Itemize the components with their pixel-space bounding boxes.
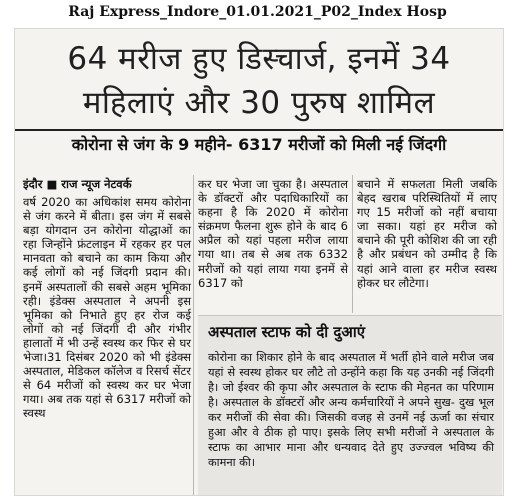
newspaper-clipping [14, 28, 504, 496]
article-column-2-text: कर घर भेजा जा चुका है। अस्पताल के डॉक्टरों और पदाधिकारियों का कहना है कि 2020 में कोरोना संक्रमण फैलना शुरू होने के बाद 6 अप्रैल को यहां पहला मरीज लाया गया था। तब से अब तक 6332 मरीजों को यहां लाया गया इनमें से 6317 को [198, 177, 348, 290]
byline: इंदौर ■ राज न्यूज नेटवर्क [23, 177, 132, 191]
article-column-2 [198, 177, 348, 290]
subheadline: कोरोना से जंग के 9 महीने- 6317 मरीजों को मिली नई जिंदगी [71, 135, 447, 154]
clipping-caption: Raj Express_Indore_01.01.2021_P02_Index Hosp [68, 4, 447, 20]
article-column-1 [23, 195, 191, 421]
article-column-3-text: बचाने में सफलता मिली जबकि बेहद खराब परिस्थितियों में लाए गए 15 मरीजों को नहीं बचाया जा सका। यहां हर मरीज को बचाने की पूरी कोशिश की जा रही है और प्रबंधन को उम्मीद है कि यहां आने वाला हर मरीज स्वस्थ होकर घर लौटेगा। [357, 177, 497, 290]
column-divider [193, 175, 194, 495]
article-column-3 [357, 177, 497, 290]
article-column-1-text: वर्ष 2020 का अधिकांश समय कोरोना से जंग करने में बीता। इस जंग में सबसे बड़ा योगदान उन कोरोना योद्धाओं का रहा जिन्होंने फ्रंटलाइन में रहकर हर पल मानवता को बचाने का काम किया और कई लोगों को नई जिंदगी प्रदान की। इनमें अस्पतालों की सबसे अहम भूमिका रही। इंडेक्स अस्पताल ने अपनी इस भूमिका को निभाते हुए हर रोज कई लोगों को नई जिंदगी दी और गंभीर हालातों में भी उन्हें स्वस्थ कर फिर से घर भेजा।31 दिसंबर 2020 को भी इंडेक्स अस्पताल, मेडिकल कॉलेज व रिसर्च सेंटर से 64 मरीजों को स्वस्थ कर घर भेजा गया। अब तक यहां से 6317 मरीजों को स्वस्थ [23, 195, 191, 421]
headline-rule [15, 129, 503, 131]
sidebar-box-body: कोरोना का शिकार होने के बाद अस्पताल में भर्ती होने वाले मरीज जब यहां से स्वस्थ होकर घर लौटे तो उन्होंने कहा कि यह उनकी नई जिंदगी है। जो ईश्वर की कृपा और अस्पताल के स्टाफ की मेहनत का परिणाम है। अस्पताल के डॉक्टरों और अन्य कर्मचारियों ने अपने सुख- दुख भूल कर मरीजों की सेवा की। जिसकी वजह से उनमें नई ऊर्जा का संचार हुआ और वे ठीक हो पाए। इसके लिए सभी मरीजों ने अस्पताल के स्टाफ का आभार माना और धन्यवाद देते हुए उज्ज्वल भविष्य की कामना की। [208, 351, 494, 469]
sidebar-box [198, 315, 502, 496]
headline-line-2: महिलाएं और 30 पुरुष शामिल [82, 85, 436, 121]
column-divider [352, 175, 353, 313]
sidebar-box-title: अस्पताल स्टाफ को दी दुआएं [208, 323, 365, 341]
headline-line-1: 64 मरीज हुए डिस्चार्ज, इनमें 34 [67, 41, 451, 77]
